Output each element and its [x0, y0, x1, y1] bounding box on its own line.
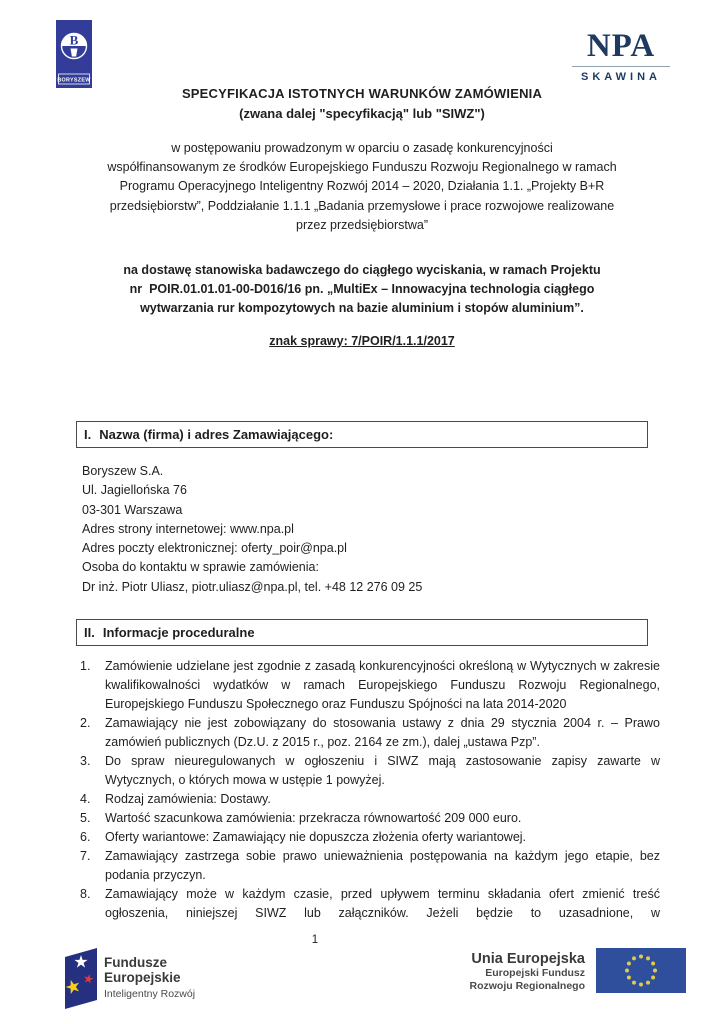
- procedure-item: Rodzaj zamówienia: Dostawy.: [105, 792, 271, 806]
- intro-paragraph: [62, 139, 662, 235]
- address-line: Adres poczty elektronicznej: oferty_poir@npa.pl: [82, 541, 347, 556]
- section-2-title: Informacje proceduralne: [102, 625, 255, 640]
- document-title: SPECYFIKACJA ISTOTNYCH WARUNKÓW ZAMÓWIENIA: [181, 86, 543, 101]
- eu-line1: Unia Europejska: [471, 951, 585, 967]
- fundusze-line2: Europejskie: [104, 970, 181, 985]
- fundusze-line1: Fundusze: [104, 955, 167, 970]
- eu-flag-icon: [596, 948, 686, 993]
- procedure-item: Zamawiający nie jest zobowiązany do stosowania ustawy z dnia 29 stycznia 2004 r. – Prawo zamówień publicznych (Dz.U. z 2015 r., poz. 2164 ze zm.), dalej „ustawa Pzp”.: [105, 716, 660, 749]
- address-line: Ul. Jagiellońska 76: [82, 483, 187, 498]
- procedure-item: Do spraw nieuregulowanych w ogłoszeniu i SIWZ mają zastosowanie zapisy zawarte w Wytycznych, o których mowa w ustępie 1 powyżej.: [105, 754, 660, 787]
- section-2-number: II.: [84, 625, 95, 640]
- boryszew-logo: [56, 20, 92, 88]
- boryszew-logo-icon: [56, 20, 92, 88]
- section-2-heading: [76, 619, 648, 646]
- intro-line: przedsiębiorstw”, Poddziałanie 1.1.1 „Badania przemysłowe i prace rozwojowe realizowane: [109, 198, 615, 213]
- eu-line3: Rozwoju Regionalnego: [469, 979, 585, 992]
- fundusze-flag-icon: [64, 947, 100, 1011]
- intro-line: Programu Operacyjnego Inteligentny Rozwój 2014 – 2020, Działania 1.1. „Projekty B+R: [119, 179, 605, 194]
- address-line: Dr inż. Piotr Uliasz, piotr.uliasz@npa.pl, tel. +48 12 276 09 25: [82, 579, 423, 594]
- procedure-item: Wartość szacunkowa zamówienia: przekracza równowartość 209 000 euro.: [105, 811, 522, 825]
- subject-line: nr POIR.01.01.01-00-D016/16 pn. „MultiEx – Innowacyjna technologia ciągłego: [129, 282, 595, 297]
- address-line: Osoba do kontaktu w sprawie zamówienia:: [82, 560, 319, 575]
- document-title-block: [0, 86, 724, 121]
- fundusze-logo-text: [104, 955, 264, 1000]
- procedure-item: Zamawiający zastrzega sobie prawo unieważnienia postępowania na każdym jego etapie, bez podania przyczyn.: [105, 849, 660, 882]
- npa-skawina-logo: [570, 30, 672, 83]
- address-line: Adres strony internetowej: www.npa.pl: [82, 521, 294, 536]
- address-line: 03-301 Warszawa: [82, 502, 183, 517]
- intro-line: współfinansowanym ze środków Europejskiego Funduszu Rozwoju Regionalnego w ramach: [107, 160, 617, 175]
- address-block: [82, 462, 642, 597]
- address-line: Boryszew S.A.: [82, 464, 164, 478]
- subject-paragraph: [62, 261, 662, 319]
- intro-line: w postępowaniu prowadzonym w oparciu o zasadę konkurencyjności: [171, 141, 553, 155]
- case-number: znak sprawy: 7/POIR/1.1.1/2017: [269, 334, 455, 348]
- page-number: 1: [311, 934, 319, 946]
- procedure-item: Zamawiający może w każdym czasie, przed upływem terminu składania ofert zmienić treść ogłoszenia, niniejszej SIWZ lub załączników. Jeżeli będzie to uzasadnione, w: [105, 887, 660, 920]
- npa-logo-city: SKAWINA: [581, 71, 661, 83]
- intro-line: przez przedsiębiorstwa”: [296, 217, 428, 232]
- procedure-item: Zamówienie udzielane jest zgodnie z zasadą konkurencyjności określoną w Wytycznych w zakresie kwalifikowalności wydatków w ramach Europejskiego Funduszu Rozwoju Regionalnego, Europejskiego Funduszu Społecznego oraz Funduszu Spójności na lata 2014-2020: [105, 659, 660, 711]
- npa-logo-name: NPA: [586, 28, 656, 64]
- procedure-item: Oferty wariantowe: Zamawiający nie dopuszcza złożenia oferty wariantowej.: [105, 830, 527, 844]
- fundusze-line3: Inteligentny Rozwój: [104, 988, 196, 1000]
- boryszew-letter: B: [69, 32, 79, 48]
- subject-line: wytwarzania rur kompozytowych na bazie aluminium i stopów aluminium”.: [140, 301, 584, 316]
- eu-line2: Europejski Fundusz: [485, 967, 585, 979]
- procedure-list: [78, 657, 660, 923]
- subject-line: na dostawę stanowiska badawczego do ciągłego wyciskania, w ramach Projektu: [123, 263, 601, 277]
- boryszew-caption: BORYSZEW: [57, 77, 91, 84]
- npa-logo-divider: [572, 66, 670, 67]
- section-1-heading: [76, 421, 648, 448]
- unia-europejska-text: [400, 951, 585, 992]
- section-1-number: I.: [84, 427, 92, 442]
- document-subtitle: (zwana dalej "specyfikacją" lub "SIWZ"): [239, 106, 485, 121]
- section-1-title: Nazwa (firma) i adres Zamawiającego:: [99, 427, 334, 442]
